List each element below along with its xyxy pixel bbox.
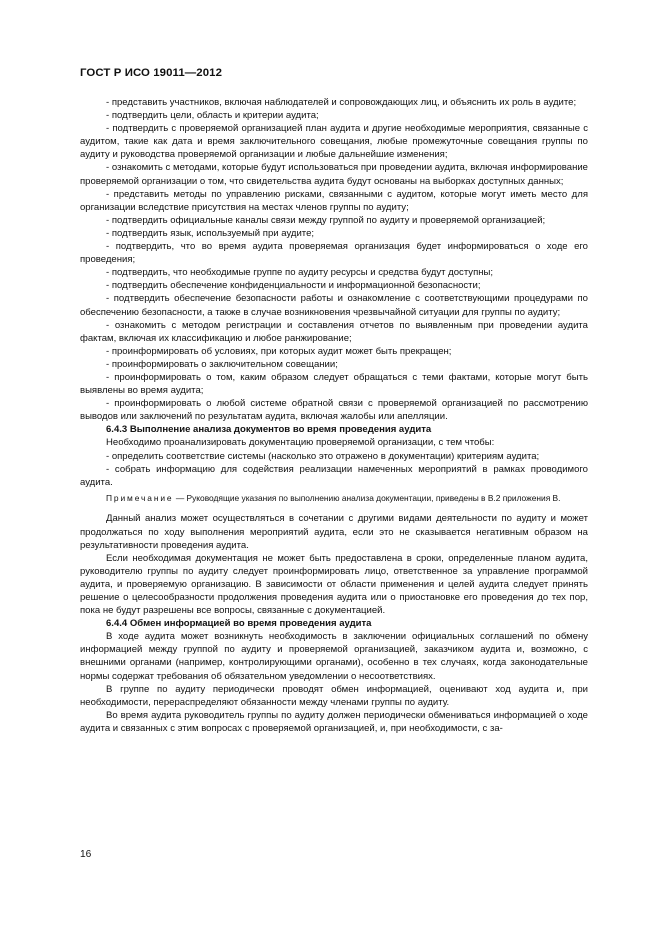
note-text: — Руководящие указания по выполнению анализа документации, приведены в B.2 приложения B. bbox=[175, 492, 561, 503]
paragraph: Необходимо проанализировать документацию проверяемой организации, с тем чтобы: bbox=[106, 437, 495, 449]
list-item: - проинформировать о том, каким образом следует обращаться с теми фактами, которые могут быть выявлены во время аудита; bbox=[80, 371, 588, 397]
note bbox=[80, 493, 588, 505]
list-item: - проинформировать о заключительном совещании; bbox=[106, 358, 338, 370]
list-item: - подтвердить цели, область и критерии аудита; bbox=[106, 110, 319, 122]
list-item: - подтвердить, что необходимые группе по аудиту ресурсы и средства будут доступны; bbox=[106, 267, 494, 279]
list-item: - ознакомить с методом регистрации и составления отчетов по выявленным при проведении аудита фактам, включая их классификацию и любое ранжирование; bbox=[80, 319, 588, 344]
list-item: - подтвердить, что во время аудита проверяемая организация будет информироваться о ходе его проведения; bbox=[80, 241, 588, 266]
page-number: 16 bbox=[80, 849, 92, 860]
list-item: - представить участников, включая наблюдателей и сопровождающих лиц, и объяснить их роль в аудите; bbox=[106, 97, 577, 108]
list-item: - проинформировать об условиях, при которых аудит может быть прекращен; bbox=[106, 345, 452, 357]
list-item: - проинформировать о любой системе обратной связи с проверяемой организацией по рассмотрению выводов или заключений по результатам аудита, включая жалобы или апелляции. bbox=[80, 398, 588, 423]
list-item: - собрать информацию для содействия реализации намеченных мероприятий в рамках проводимого аудита. bbox=[80, 463, 588, 488]
list-item: - подтвердить обеспечение конфиденциальности и информационной безопасности; bbox=[106, 280, 481, 292]
list-item: - подтвердить язык, используемый при аудите; bbox=[106, 227, 315, 239]
document-body bbox=[80, 96, 588, 735]
list-item: - подтвердить обеспечение безопасности работы и ознакомление с соответствующими процедурами по обеспечению безопасности, а также в случае возникновения чрезвычайной ситуации для группы по аудиту; bbox=[80, 293, 588, 318]
paragraph: В группе по аудиту периодически проводят обмен информацией, оценивают ход аудита и, при необходимости, перераспределяют обязанности между членами группы по аудиту. bbox=[80, 683, 588, 708]
paragraph: Данный анализ может осуществляться в сочетании с другими видами деятельности по аудиту и может продолжаться по ходу выполнения мероприятий аудита, если это не сказывается негативным образом на результативности проведения аудита. bbox=[80, 513, 588, 551]
paragraph: Во время аудита руководитель группы по аудиту должен периодически обмениваться информацией о ходе аудита и связанных с этим вопросах с проверяемой организацией, и, при необходимости, с за- bbox=[80, 709, 588, 734]
section-heading-6-4-3: 6.4.3 Выполнение анализа документов во время проведения аудита bbox=[106, 424, 432, 436]
paragraph: В ходе аудита может возникнуть необходимость в заключении официальных соглашений по обмену информацией между группой по аудиту и проверяемой организацией, заказчиком аудита и, возможно, с внешними органами (например, контролирующими органами), особенно в тех случаях, когда законодательные нормы содержат требования об обязательном уведомлении о несоответствиях. bbox=[80, 631, 588, 682]
list-item: - ознакомить с методами, которые будут использоваться при проведении аудита, включая информирование проверяемой организации о том, что свидетельства аудита будут основаны на выборках доступных данных; bbox=[80, 162, 588, 187]
note-label: Примечание bbox=[106, 492, 174, 503]
list-item: - представить методы по управлению рисками, связанными с аудитом, которые могут иметь место для организации вследствие присутствия на местах членов группы по аудиту; bbox=[80, 188, 588, 213]
list-item: - подтвердить официальные каналы связи между группой по аудиту и проверяемой организацией; bbox=[106, 214, 546, 226]
list-item: - подтвердить с проверяемой организацией план аудита и другие необходимые мероприятия, связанные с аудитом, такие как дата и время заключительного совещания, любые промежуточные совещания группы по аудиту и руководства проверяемой организации и любые дальнейшие изменения; bbox=[80, 123, 588, 161]
paragraph: Если необходимая документация не может быть предоставлена в сроки, определенные планом аудита, руководителю группы по аудиту следует проинформировать лицо, ответственное за управление программой аудита, и проверяемую организацию. В зависимости от области применения и целей аудита следует принять решение о целесообразности продолжения проведения аудита или о приостановке его проведения до тех пор, пока не будут разрешены все вопросы, связанные с документацией. bbox=[80, 552, 588, 617]
document-header: ГОСТ Р ИСО 19011—2012 bbox=[80, 67, 223, 79]
list-item: - определить соответствие системы (насколько это отражено в документации) критериям аудита; bbox=[106, 450, 540, 462]
section-heading-6-4-4: 6.4.4 Обмен информацией во время проведения аудита bbox=[106, 618, 372, 630]
